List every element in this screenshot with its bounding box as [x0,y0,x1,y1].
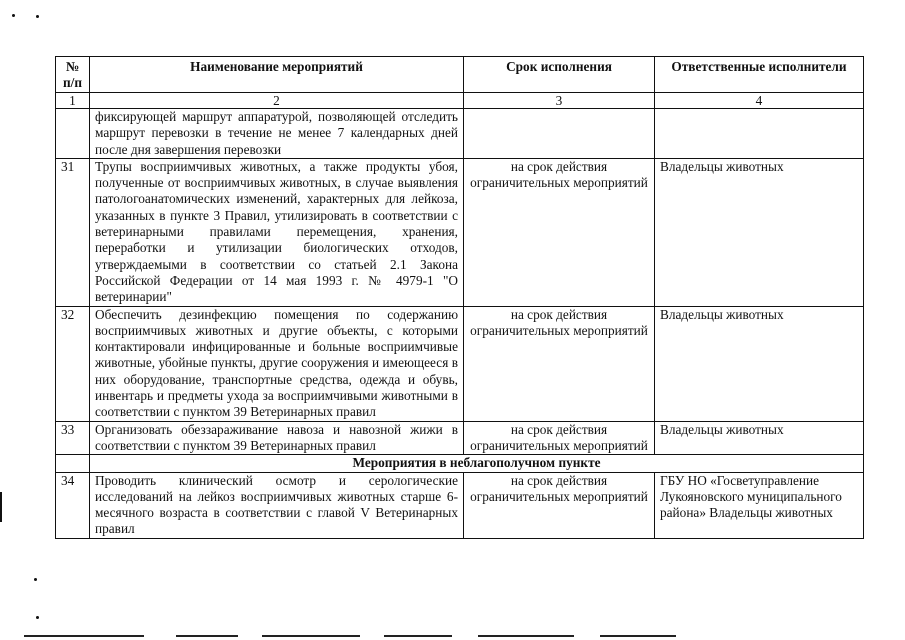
column-number: 4 [655,93,864,109]
table-row [56,109,864,159]
row-responsible: Владельцы животных [655,421,864,455]
rule-segment [600,635,676,637]
row-number: 33 [56,421,90,455]
section-title: Мероприятия в неблагополучном пункте [90,455,864,472]
rule-segment [24,635,144,637]
row-term [464,109,655,159]
row-action: Трупы восприимчивых животных, а также продукты убоя, полученные от восприимчивых животных, в случае выявления патологоанатомических изменений, характерных для лейкоза, указанных в пункте 3 Правил, утилизировать в соответствии с ветеринарными правилами перемещения, хранения, переработки и утилизации биологических отходов, утверждаемыми в соответствии со статьей 2.1 Закона Российской Федерации от 14 мая 1993 г. № 4979-1 "О ветеринарии" [90,158,464,306]
rule-segment [262,635,360,637]
table-row [56,306,864,421]
table-row [56,472,864,538]
scan-speck [12,14,15,17]
column-number: 2 [90,93,464,109]
row-responsible: Владельцы животных [655,158,864,306]
row-term: на срок действия ограничительных мероприятий [464,158,655,306]
row-responsible [655,109,864,159]
rule-segment [478,635,574,637]
row-responsible: Владельцы животных [655,306,864,421]
table-header-row [56,57,864,93]
row-term: на срок действия ограничительных мероприятий [464,421,655,455]
section-row [56,455,864,472]
scan-speck [36,15,39,18]
row-term: на срок действия ограничительных мероприятий [464,472,655,538]
scan-speck [34,578,37,581]
row-number: 34 [56,472,90,538]
row-number: 31 [56,158,90,306]
row-number: 32 [56,306,90,421]
section-number-cell [56,455,90,472]
row-action: фиксирующей маршрут аппаратурой, позволяющей отследить маршрут перевозки в течение не менее 7 календарных дней после дня завершения перевозки [90,109,464,159]
column-number: 1 [56,93,90,109]
header-term: Срок исполнения [464,57,655,93]
header-responsible: Ответственные исполнители [655,57,864,93]
row-action: Проводить клинический осмотр и серологические исследований на лейкоз восприимчивых животных старше 6-месячного возраста в соответствии с главой V Ветеринарных правил [90,472,464,538]
row-responsible: ГБУ НО «Госветуправление Лукояновского муниципального района» Владельцы животных [655,472,864,538]
rule-segment [384,635,452,637]
measures-table [55,56,864,539]
column-number: 3 [464,93,655,109]
page-bottom-rule [0,635,905,638]
scan-speck [36,616,39,619]
table-row [56,158,864,306]
header-action: Наименование мероприятий [90,57,464,93]
scan-edge-mark [0,492,2,522]
column-numbers-row [56,93,864,109]
table-row [56,421,864,455]
row-term: на срок действия ограничительных мероприятий [464,306,655,421]
row-action: Обеспечить дезинфекцию помещения по содержанию восприимчивых животных и другие объекты, с которыми контактировали инфицированные и больные восприимчивые животные, убойные пункты, другие сооружения и имеющееся в них оборудование, транспортные средства, одежда и обувь, инвентарь и предметы ухода за восприимчивыми животными в соответствии с пунктом 39 Ветеринарных правил [90,306,464,421]
rule-segment [176,635,238,637]
row-number [56,109,90,159]
header-number: № п/п [56,57,90,93]
row-action: Организовать обеззараживание навоза и навозной жижи в соответствии с пунктом 39 Ветеринарных правил [90,421,464,455]
